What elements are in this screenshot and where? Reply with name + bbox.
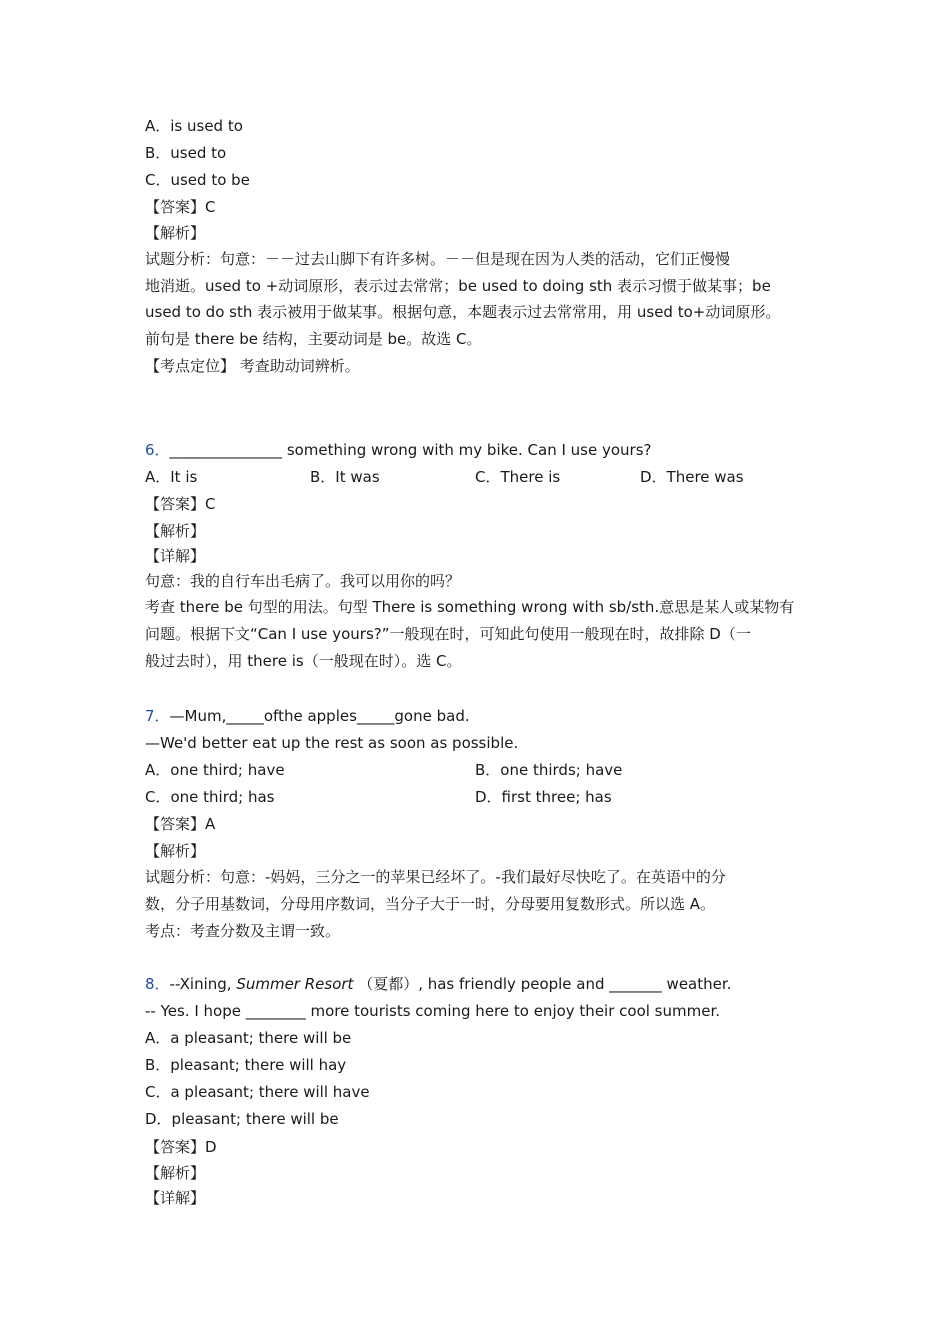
q8-option-c: C．a pleasant; there will have: [145, 1083, 370, 1101]
q5-analysis-line: 前句是 there be 结构，主要动词是 be。故选 C。: [145, 330, 482, 348]
q8-option-a: A．a pleasant; there will be: [145, 1029, 352, 1047]
q8-number: 8．: [145, 975, 170, 993]
q7-option-b: B．one thirds; have: [475, 761, 623, 779]
q8-stem-italic: Summer Resort: [236, 975, 354, 993]
q7-analysis-line: 试题分析：句意：-妈妈，三分之一的苹果已经坏了。-我们最好尽快吃了。在英语中的分: [145, 868, 726, 886]
q8-detail-label: 【详解】: [145, 1189, 206, 1207]
q6-detail-line: 考查 there be 句型的用法。句型 There is something wrong with sb/sth.意思是某人或某物有: [145, 598, 795, 616]
q8-option-d: D．pleasant; there will be: [145, 1110, 339, 1128]
q5-option-c: C．used to be: [145, 171, 250, 189]
q5-option-b: B．used to: [145, 144, 227, 162]
q7-number: 7．: [145, 707, 170, 725]
q6-option-d: D．There was: [640, 468, 744, 486]
q6-detail-line: 句意：我的自行车出毛病了。我可以用你的吗？: [145, 572, 461, 590]
q6-answer: 【答案】C: [145, 495, 216, 513]
q5-analysis-line: used to do sth 表示被用于做某事。根据句意，本题表示过去常常用，用 used to+动词原形。: [145, 303, 781, 321]
q7-answer: 【答案】A: [145, 815, 216, 833]
q5-analysis-label: 【解析】: [145, 224, 206, 242]
q6-analysis-label: 【解析】: [145, 522, 206, 540]
q5-option-a: A．is used to: [145, 117, 243, 135]
q7-stem: [145, 706, 470, 726]
q7-option-a: A．one third; have: [145, 761, 285, 779]
q8-stem-post: （夏都）, has friendly people and _______ weather.: [353, 975, 732, 993]
q6-stem: [145, 440, 652, 460]
q6-detail-line: 问题。根据下文“Can I use yours?”一般现在时，可知此句使用一般现在时，故排除 D（一: [145, 625, 751, 643]
q7-analysis-label: 【解析】: [145, 842, 206, 860]
q5-analysis-line: 试题分析：句意：－－过去山脚下有许多树。－－但是现在因为人类的活动，它们正慢慢: [145, 250, 731, 268]
q6-detail-label: 【详解】: [145, 547, 206, 565]
q7-stem-2: —We'd better eat up the rest as soon as possible.: [145, 734, 519, 752]
q6-number: 6．: [145, 441, 170, 459]
q7-stem-text: —Mum,_____ofthe apples_____gone bad.: [169, 707, 470, 725]
q6-detail-line: 般过去时），用 there is（一般现在时）。选 C。: [145, 652, 462, 670]
q6-option-a: A．It is: [145, 468, 198, 486]
q8-stem: [145, 974, 731, 994]
q6-option-b: B．It was: [310, 468, 380, 486]
q7-option-d: D．first three; has: [475, 788, 612, 806]
q5-analysis-line: 地消逝。used to +动词原形，表示过去常常；be used to doing sth 表示习惯于做某事；be: [145, 277, 771, 295]
q5-answer: 【答案】C: [145, 198, 216, 216]
q6-stem-text: _______________ something wrong with my bike. Can I use yours?: [169, 441, 652, 459]
q7-analysis-line: 考点：考查分数及主谓一致。: [145, 922, 341, 940]
q6-option-c: C．There is: [475, 468, 561, 486]
q8-stem-2: -- Yes. I hope ________ more tourists coming here to enjoy their cool summer.: [145, 1002, 721, 1020]
q8-answer: 【答案】D: [145, 1138, 217, 1156]
q5-point: 【考点定位】 考查助动词辨析。: [145, 357, 360, 375]
q8-option-b: B．pleasant; there will hay: [145, 1056, 347, 1074]
q8-stem-pre: --Xining,: [169, 975, 237, 993]
q8-analysis-label: 【解析】: [145, 1164, 206, 1182]
q7-option-c: C．one third; has: [145, 788, 275, 806]
q7-analysis-line: 数，分子用基数词，分母用序数词，当分子大于一时，分母要用复数形式。所以选 A。: [145, 895, 716, 913]
